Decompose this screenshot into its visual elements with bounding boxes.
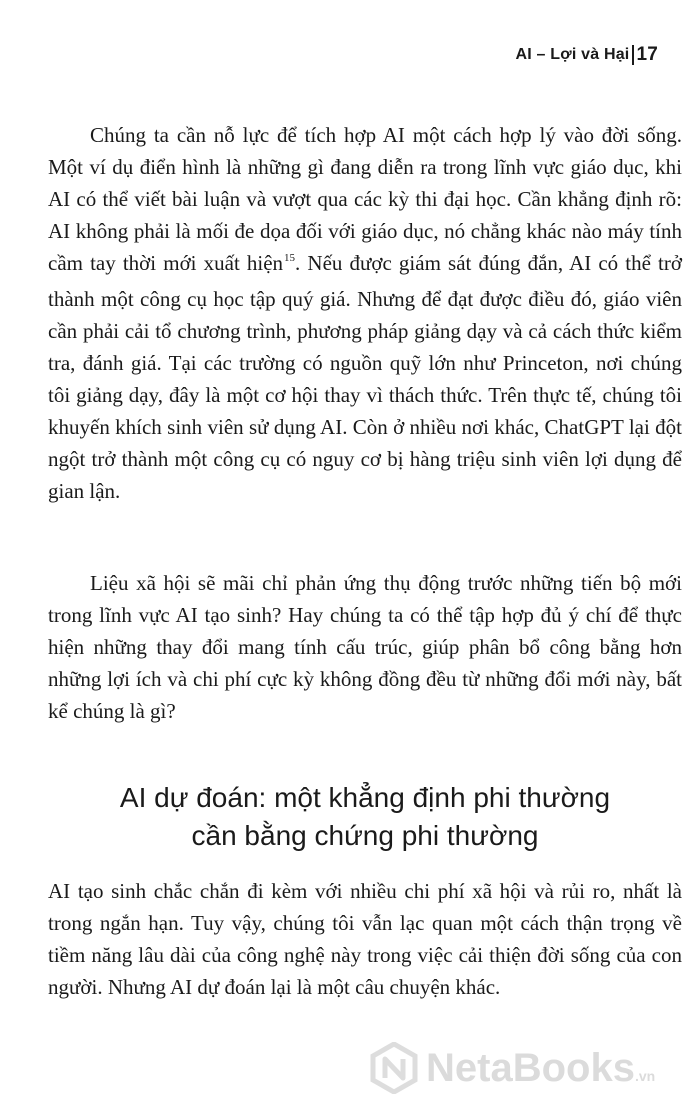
paragraph-1-text-b: . Nếu được giám sát đúng đắn, AI có thể trở thành một công cụ học tập quý giá. Nhưng để đạt được điều đó, giáo viên cần phải cải tổ chương trình, phương pháp giảng dạy và cả cách thức kiểm tra, đánh giá. Tại các trường có nguồn quỹ lớn như Princeton, nơi chúng tôi giảng dạy, đây là một cơ hội thay vì thách thức. Trên thực tế, chúng tôi khuyến khích sinh viên sử dụng AI. Còn ở nhiều nơi khác, ChatGPT lại đột ngột trở thành một công cụ có nguy cơ bị hàng triệu sinh viên lợi dụng để gian lận.	[48, 251, 682, 503]
header-divider	[632, 45, 634, 65]
section-heading	[48, 779, 682, 855]
paragraph-1-text-a: Chúng ta cần nỗ lực để tích hợp AI một cách hợp lý vào đời sống. Một ví dụ điển hình là những gì đang diễn ra trong lĩnh vực giáo dục, khi AI có thể viết bài luận và vượt qua các kỳ thi đại học. Cần khẳng định rõ: AI không phải là mối đe dọa đối với giáo dục, nó chẳng khác nào máy tính cầm tay thời mới xuất hiện	[48, 123, 682, 275]
netabooks-logo-icon	[370, 1042, 418, 1094]
section-heading-line-1: AI dự đoán: một khẳng định phi thường	[119, 782, 611, 813]
paragraph-2: Liệu xã hội sẽ mãi chỉ phản ứng thụ động trước những tiến bộ mới trong lĩnh vực AI tạo sinh? Hay chúng ta có thể tập hợp đủ ý chí để thực hiện những thay đổi mang tính cấu trúc, giúp phân bổ công bằng hơn những lợi ích và chi phí cực kỳ không đồng đều từ những đổi mới này, bất kể chúng là gì?	[48, 571, 682, 723]
netabooks-watermark	[370, 1042, 655, 1094]
running-header	[515, 44, 658, 66]
footnote-reference: 15	[284, 252, 296, 264]
section-heading-line-2: cần bằng chứng phi thường	[191, 820, 539, 851]
paragraph-3: AI tạo sinh chắc chắn đi kèm với nhiều chi phí xã hội và rủi ro, nhất là trong ngắn hạn. Tuy vậy, chúng tôi vẫn lạc quan một cách thận trọng về tiềm năng lâu dài của công nghệ này trong việc cải thiện đời sống của con người. Nhưng AI dự đoán lại là một câu chuyện khác.	[48, 879, 682, 999]
page-number: 17	[636, 44, 658, 65]
paragraph-1	[48, 119, 682, 507]
book-title: AI – Lợi và Hại	[515, 46, 630, 63]
watermark-text	[426, 1046, 655, 1091]
watermark-brand: NetaBooks	[426, 1045, 635, 1090]
watermark-tld: .vn	[634, 1067, 656, 1084]
